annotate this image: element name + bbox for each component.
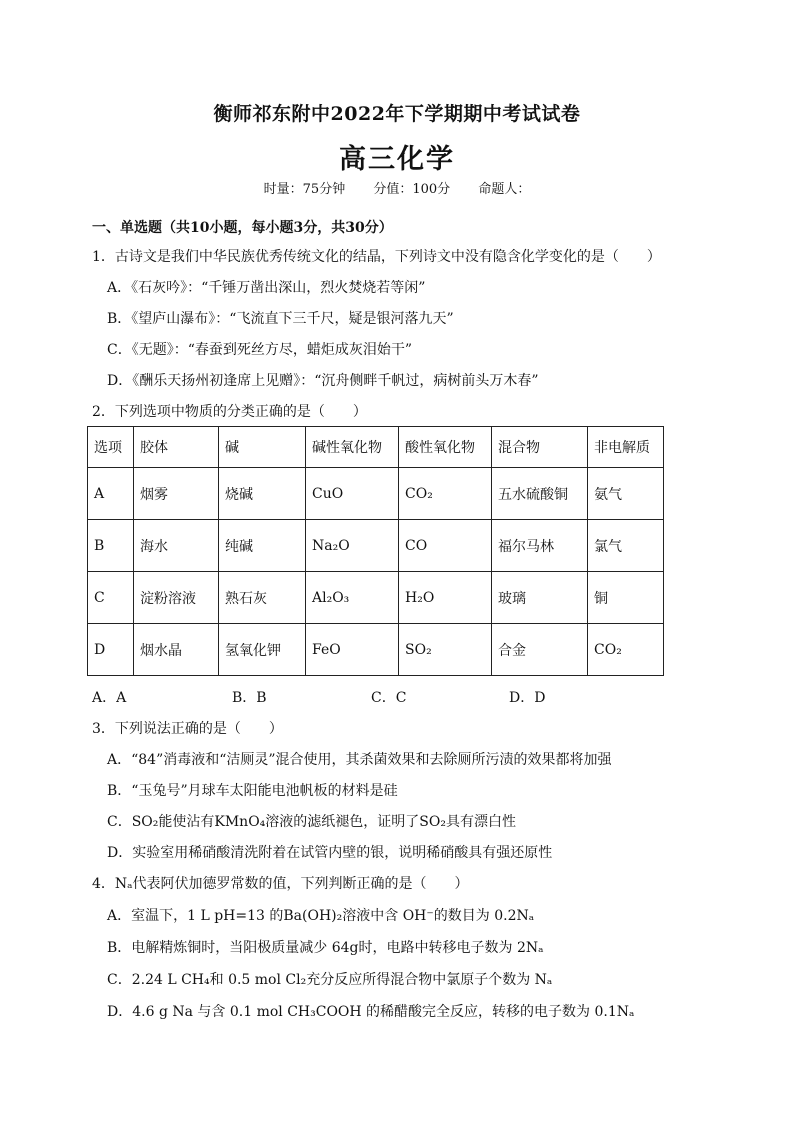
table-row	[88, 468, 664, 520]
table-header-row	[88, 427, 664, 468]
table-cell: 烟雾	[134, 468, 219, 520]
table-header-cell: 碱性氧化物	[306, 427, 399, 468]
exam-author: 命题人：	[478, 182, 531, 197]
question-4-stem: 4．Nₐ代表阿伏加德罗常数的值，下列判断正确的是（ ）	[92, 876, 469, 892]
question-1-option-c: C．《无题》：“春蚕到死丝方尽，蜡炬成灰泪始干”	[107, 342, 413, 358]
table-cell: 烟水晶	[134, 624, 219, 676]
subject-title: 高三化学	[339, 144, 455, 175]
question-2-choice-a: A．A	[92, 690, 127, 706]
table-cell: SO₂	[399, 624, 492, 676]
question-2-answer-choices	[0, 688, 794, 708]
table-cell: 纯碱	[219, 520, 306, 572]
table-cell: H₂O	[399, 572, 492, 624]
question-2-choice-b: B．B	[232, 690, 267, 706]
question-3-stem: 3．下列说法正确的是（ ）	[92, 721, 283, 737]
question-1-stem: 1．古诗文是我们中华民族优秀传统文化的结晶，下列诗文中没有隐含化学变化的是（ ）	[92, 249, 661, 265]
table-cell: B	[88, 520, 134, 572]
question-1-option-d: D．《酬乐天扬州初逢席上见赠》：“沉舟侧畔千帆过，病树前头万木春”	[107, 373, 539, 389]
table-cell: 福尔马林	[492, 520, 588, 572]
question-4-option-c: C．2.24 L CH₄和 0.5 mol Cl₂充分反应所得混合物中氯原子个数为 Nₐ	[107, 972, 553, 988]
table-cell: 玻璃	[492, 572, 588, 624]
table-cell: 氯气	[588, 520, 664, 572]
table-cell: 铜	[588, 572, 664, 624]
table-cell: FeO	[306, 624, 399, 676]
table-cell: CO₂	[588, 624, 664, 676]
table-cell: C	[88, 572, 134, 624]
table-cell: 氨气	[588, 468, 664, 520]
section-title: 一、单选题（共10小题，每小题3分，共30分）	[92, 220, 393, 236]
question-3-option-b: B．“玉兔号”月球车太阳能电池帆板的材料是硅	[107, 783, 398, 799]
table-cell: 烧碱	[219, 468, 306, 520]
exam-score: 分值：100分	[373, 182, 451, 197]
exam-time: 时量：75分钟	[263, 182, 346, 197]
table-cell: Na₂O	[306, 520, 399, 572]
table-cell: A	[88, 468, 134, 520]
table-cell: 五水硫酸铜	[492, 468, 588, 520]
question-3-option-a: A．“84”消毒液和“洁厕灵”混合使用，其杀菌效果和去除厕所污渍的效果都将加强	[107, 752, 612, 768]
school-title: 衡师祁东附中2022年下学期期中考试试卷	[213, 103, 581, 125]
classification-table	[87, 426, 664, 676]
question-3-option-c: C．SO₂能使沾有KMnO₄溶液的滤纸褪色，证明了SO₂具有漂白性	[107, 814, 516, 830]
table-cell: D	[88, 624, 134, 676]
question-4-option-a: A．室温下，1 L pH=13 的Ba(OH)₂溶液中含 OH⁻的数目为 0.2Nₐ	[107, 908, 535, 924]
table-cell: 淀粉溶液	[134, 572, 219, 624]
exam-meta	[0, 180, 794, 200]
question-3-option-d: D．实验室用稀硝酸清洗附着在试管内壁的银，说明稀硝酸具有强还原性	[107, 845, 553, 861]
table-cell: CuO	[306, 468, 399, 520]
table-header-cell: 胶体	[134, 427, 219, 468]
table-row	[88, 624, 664, 676]
table-cell: 海水	[134, 520, 219, 572]
table-cell: CO	[399, 520, 492, 572]
table-header-cell: 非电解质	[588, 427, 664, 468]
question-2-choice-d: D．D	[509, 690, 546, 706]
table-header-cell: 酸性氧化物	[399, 427, 492, 468]
table-cell: Al₂O₃	[306, 572, 399, 624]
table-cell: 熟石灰	[219, 572, 306, 624]
question-4-option-d: D．4.6 g Na 与含 0.1 mol CH₃COOH 的稀醋酸完全反应，转移的电子数为 0.1Nₐ	[107, 1004, 635, 1020]
question-2-choice-c: C．C	[371, 690, 407, 706]
question-1-option-b: B．《望庐山瀑布》：“飞流直下三千尺，疑是银河落九天”	[107, 311, 454, 327]
table-header-cell: 选项	[88, 427, 134, 468]
table-row	[88, 572, 664, 624]
table-header-cell: 混合物	[492, 427, 588, 468]
table-header-cell: 碱	[219, 427, 306, 468]
table-cell: 氢氧化钾	[219, 624, 306, 676]
table-cell: 合金	[492, 624, 588, 676]
question-2-stem: 2．下列选项中物质的分类正确的是（ ）	[92, 404, 367, 420]
question-1-option-a: A．《石灰吟》：“千锤万凿出深山，烈火焚烧若等闲”	[107, 280, 426, 296]
table-row	[88, 520, 664, 572]
table-cell: CO₂	[399, 468, 492, 520]
question-4-option-b: B．电解精炼铜时，当阳极质量减少 64g时，电路中转移电子数为 2Nₐ	[107, 940, 544, 956]
